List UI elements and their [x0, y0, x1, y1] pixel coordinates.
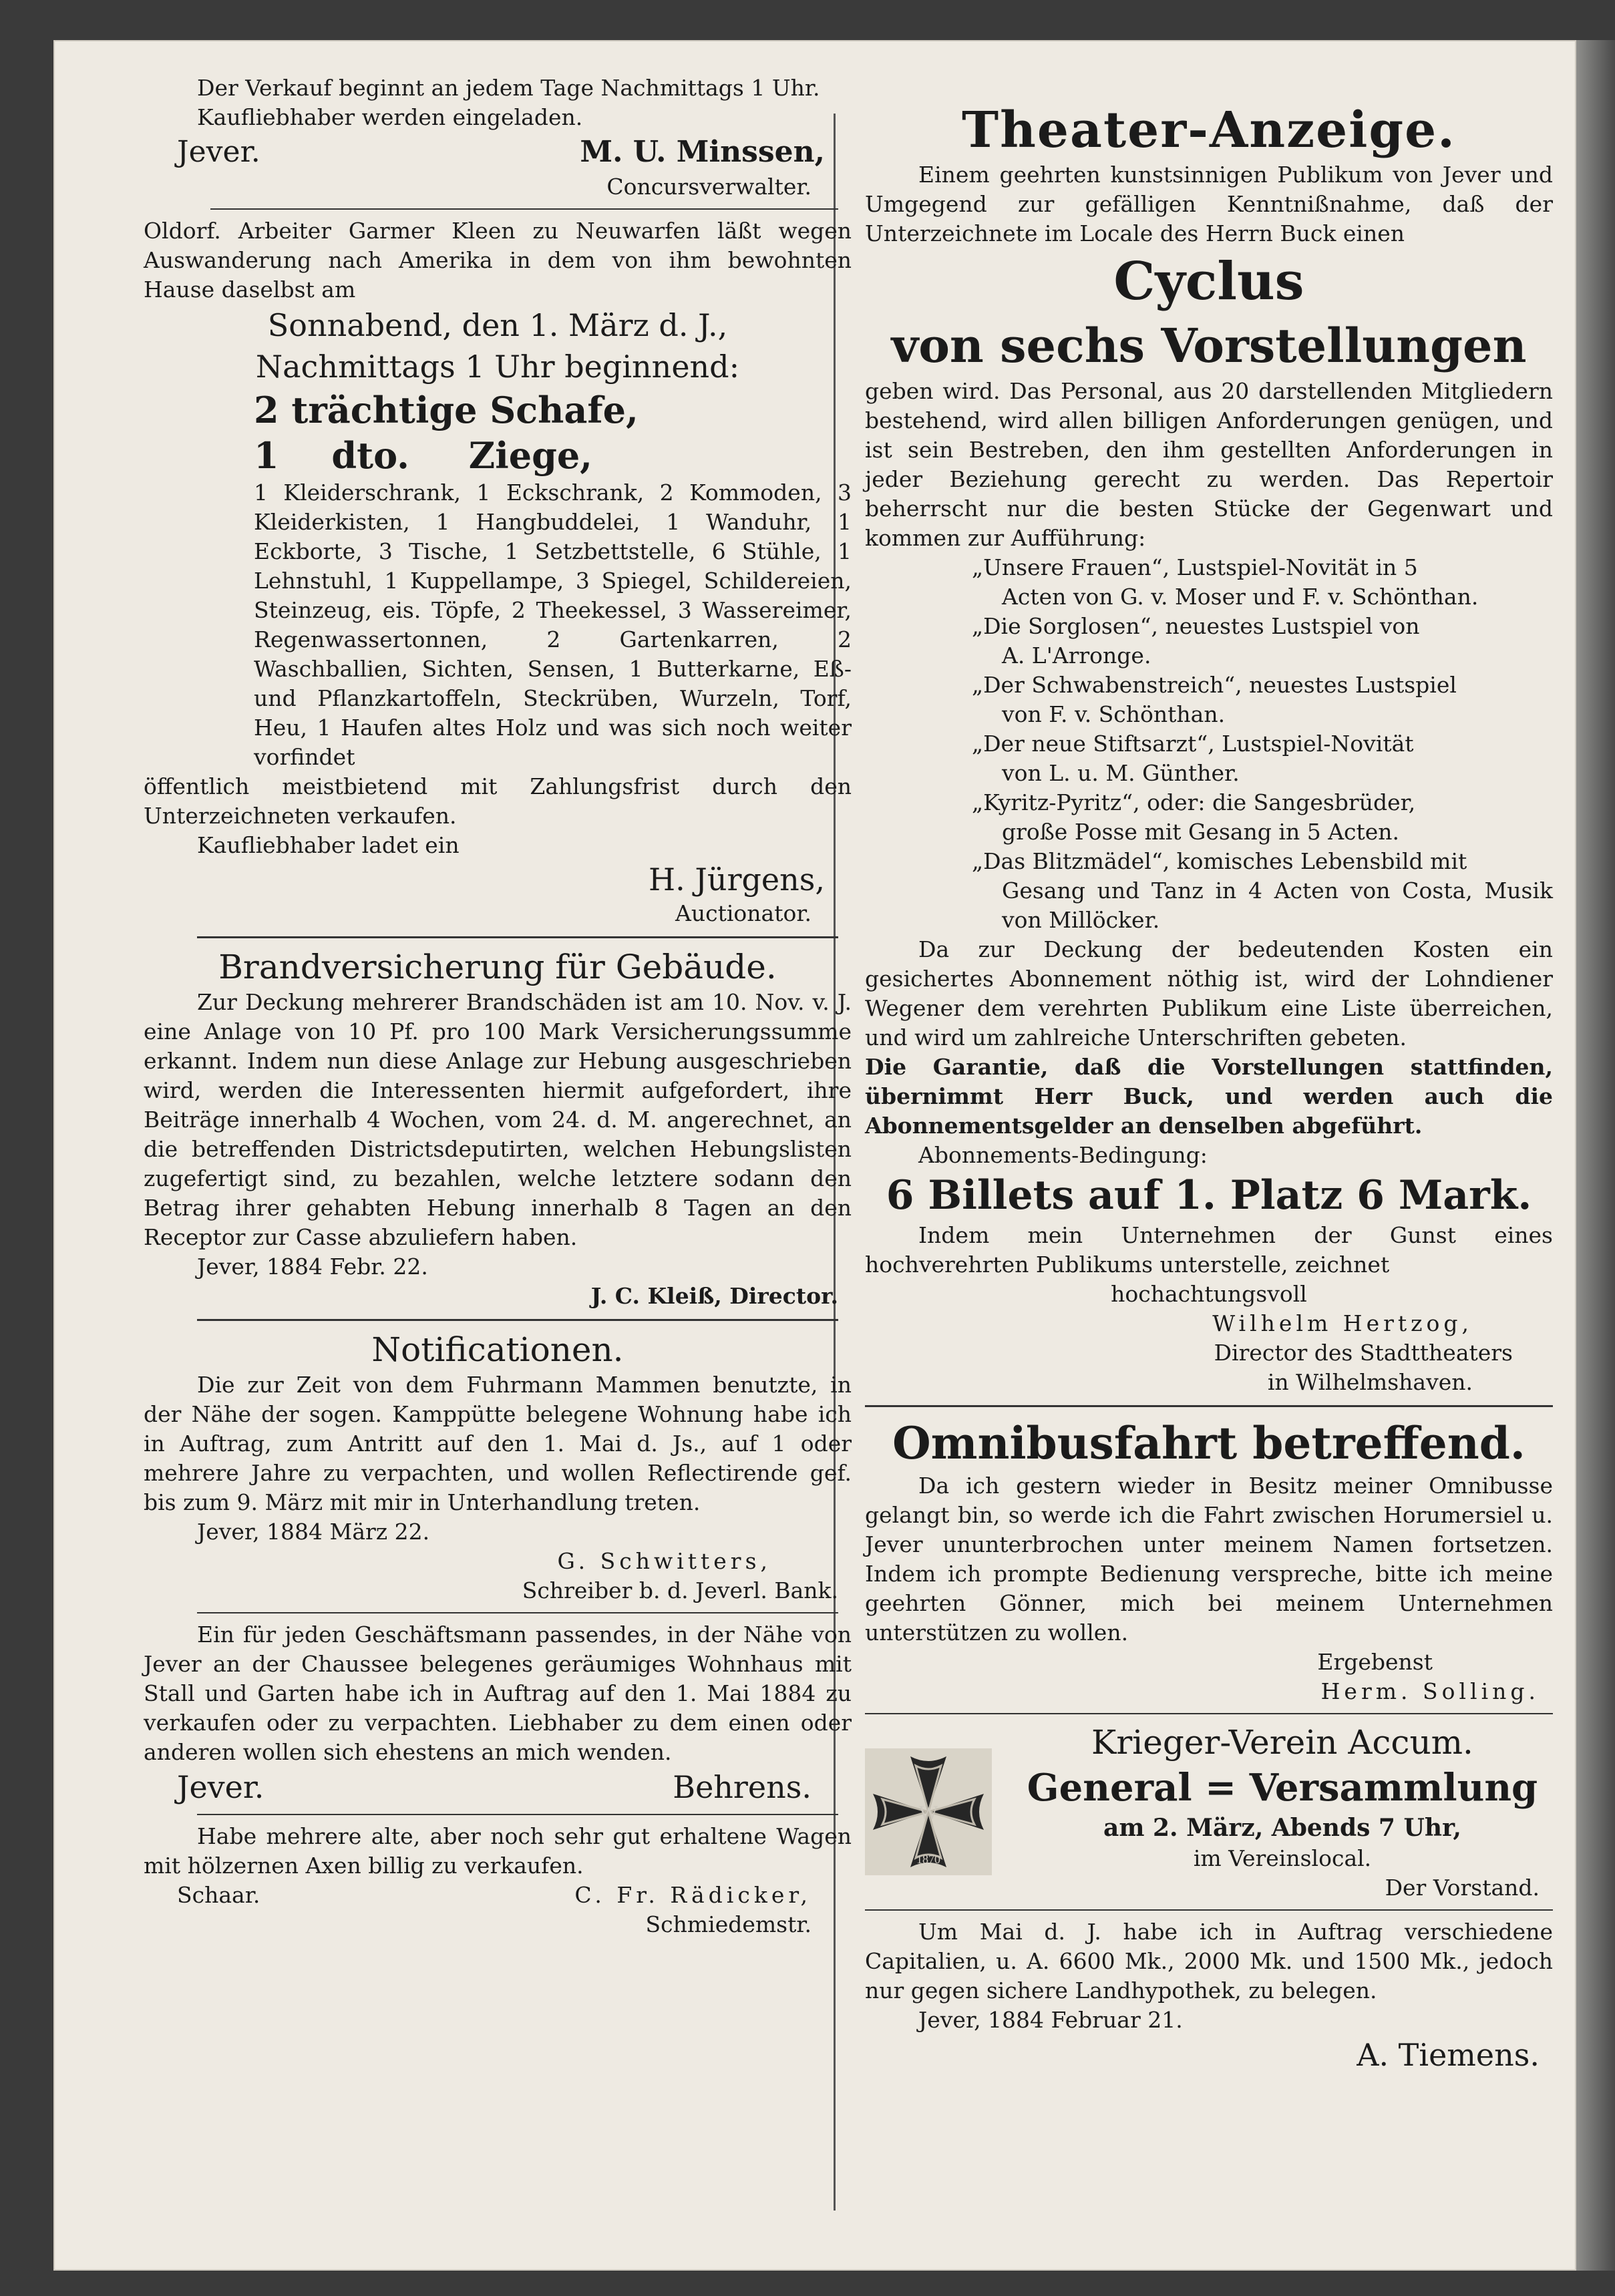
wagon-sale-place: Schaar.: [177, 1882, 260, 1908]
sale-invite: Kaufliebhaber werden eingeladen.: [197, 104, 583, 130]
divider: [865, 1713, 1553, 1714]
divider: [197, 1814, 838, 1815]
iron-cross-icon: [865, 1748, 992, 1875]
fire-insurance-signer: J. C. Kleiß, Director.: [590, 1283, 838, 1309]
play-list: [865, 553, 1553, 935]
play-detail: Acten von G. v. Moser und F. v. Schönthan.: [1002, 584, 1479, 610]
fire-insurance-body: Zur Deckung mehrerer Brandschäden ist am 10. Nov. v. J. eine Anlage von 10 Pf. pro 100 Mark Versicherungssumme erkannt. Indem nun diese Anlage zur Hebung ausgeschrieben wird, werden die Interessenten hiermit aufgefordert, ihre Beiträge innerhalb 4 Wochen, vom 24. d. M. angerechnet, an die betreffenden Districtsdeputirten, welchen Hebungslisten zugefertigt sind, zu bezahlen, welche letztere sodann den Betrag ihrer gehabten Hebung innerhalb 8 Tagen an den Receptor zur Casse abzuliefern haben.: [144, 989, 852, 1250]
goat-label: Ziege,: [468, 434, 592, 477]
theater-signer: Wilhelm Hertzog,: [1212, 1310, 1473, 1336]
signer-name: M. U. Minssen,: [580, 135, 825, 169]
auction-item-goat: [144, 433, 852, 478]
theater-notice: [865, 100, 1553, 1397]
theater-deckung: Da zur Deckung der bedeutenden Kosten ein gesichertes Abonnement nöthig ist, wird der Lohndiener Wegener dem verehrten Publikum eine Liste überreichen, und wird um zahlreiche Unterschriften gebeten.: [865, 936, 1553, 1050]
right-column: [865, 100, 1553, 2075]
place-name: Jever.: [177, 135, 260, 169]
play-5: [865, 788, 1553, 847]
notifications-dateline: Jever, 1884 März 22.: [197, 1519, 430, 1545]
notifications-signer: G. Schwitters,: [557, 1548, 771, 1574]
theater-role-2: in Wilhelmshaven.: [1267, 1369, 1473, 1395]
veterans-text: [1012, 1721, 1553, 1903]
auction-outro: öffentlich meistbietend mit Zahlungsfrist durch den Unterzeichneten verkaufen.: [144, 773, 852, 829]
goat-ditto: dto.: [331, 434, 409, 477]
theater-six-performances: von sechs Vorstellungen: [891, 318, 1527, 373]
auctioneer-role: Auctionator.: [675, 900, 812, 926]
theater-title: Theater-Anzeige.: [962, 102, 1456, 159]
play-4: [865, 729, 1553, 788]
theater-greeting: hochachtungsvoll: [1111, 1281, 1307, 1307]
house-sale-place: Jever.: [177, 1769, 264, 1805]
omnibus-body: Da ich gestern wieder in Besitz meiner Omnibusse gelangt bin, so werde ich die Fahrt zwischen Horumersiel u. Jever ununterbrochen unter meinem Namen fortsetzen. Indem ich prompte Bedienung verspreche, bitte ich meine geehrten Gönner, mich bei meinem Unternehmen unterstützen zu wollen.: [865, 1473, 1553, 1646]
play-detail: von F. v. Schönthan.: [1002, 701, 1226, 727]
capital-dateline: Jever, 1884 Februar 21.: [918, 2007, 1183, 2033]
theater-intro: Einem geehrten kunstsinnigen Publikum von Jever und Umgegend zur gefälligen Kenntnißnahme, daß der Unterzeichnete im Locale des Herrn Buck einen: [865, 162, 1553, 246]
page-edge: [1576, 40, 1615, 2271]
auction-time: Nachmittags 1 Uhr beginnend:: [255, 349, 740, 385]
play-detail: Gesang und Tanz in 4 Acten von Costa, Musik von Millöcker.: [1002, 878, 1553, 933]
wagon-sale-signer: C. Fr. Rädicker,: [574, 1882, 812, 1908]
veterans-title: Krieger-Verein Accum.: [1091, 1723, 1473, 1762]
oldorf-auction-notice: [144, 216, 852, 928]
theater-abo-terms: 6 Billets auf 1. Platz 6 Mark.: [886, 1172, 1532, 1219]
omnibus-title: Omnibusfahrt betreffend.: [892, 1417, 1526, 1469]
theater-guarantee: Die Garantie, daß die Vorstellungen stattfinden, übernimmt Herr Buck, und werden auch die Abonnementsgelder an denselben abgeführt.: [865, 1054, 1553, 1139]
theater-body: geben wird. Das Personal, aus 20 darstellenden Mitgliedern bestehend, wird allen billigen Anforderungen genügen, und ist sein Bestreben, den ihm gestellten Anforderungen in jeder Beziehung gerecht zu werden. Das Repertoir beherrscht nur die besten Stücke der Gegenwart und kommen zur Aufführung:: [865, 378, 1553, 551]
play-title: „Das Blitzmädel“, komisches Lebensbild mit: [972, 848, 1467, 874]
notifications-notice: [144, 1329, 852, 1605]
play-title: „Der neue Stiftsarzt“, Lustspiel-Novität: [972, 731, 1414, 757]
emblem-year: 1870: [916, 1853, 940, 1866]
goat-count: 1: [254, 434, 279, 477]
auction-item-sheep: 2 trächtige Schafe,: [254, 389, 639, 431]
play-title: „Kyritz-Pyritz“, oder: die Sangesbrüder,: [972, 789, 1416, 815]
veterans-assembly: General = Versammlung: [1027, 1766, 1538, 1810]
house-sale-notice: [144, 1620, 852, 1807]
wagon-sale-role: Schmiedemstr.: [645, 1911, 812, 1937]
veterans-where: im Vereinslocal.: [1193, 1845, 1372, 1871]
play-3: [865, 671, 1553, 729]
capital-notice: [865, 1917, 1553, 2075]
left-column: [144, 73, 852, 1939]
wagon-sale-body: Habe mehrere alte, aber noch sehr gut erhaltene Wagen mit hölzernen Axen billig zu verkaufen.: [144, 1823, 852, 1879]
divider: [865, 1405, 1553, 1407]
play-title: „Die Sorglosen“, neuestes Lustspiel von: [972, 613, 1420, 639]
auction-date: Sonnabend, den 1. März d. J.,: [267, 307, 728, 343]
play-2: [865, 612, 1553, 671]
theater-role-1: Director des Stadttheaters: [1214, 1340, 1513, 1366]
sale-text: Der Verkauf beginnt an jedem Tage Nachmittags 1 Uhr.: [197, 75, 820, 101]
play-1: [865, 553, 1553, 612]
notifications-title: Notificationen.: [371, 1330, 624, 1369]
house-sale-signer: Behrens.: [673, 1769, 812, 1805]
notifications-role: Schreiber b. d. Jeverl. Bank.: [522, 1577, 838, 1603]
veterans-when: am 2. März, Abends 7 Uhr,: [1103, 1814, 1461, 1842]
fire-insurance-dateline: Jever, 1884 Febr. 22.: [197, 1254, 428, 1280]
play-6: [865, 847, 1553, 935]
omnibus-notice: [865, 1415, 1553, 1706]
divider: [210, 208, 838, 210]
divider: [197, 1319, 838, 1321]
signer-role: Concursverwalter.: [606, 174, 812, 200]
omnibus-greeting: Ergebenst: [1317, 1649, 1433, 1675]
fire-insurance-title: Brandversicherung für Gebäude.: [218, 948, 777, 986]
capital-body: Um Mai d. J. habe ich in Auftrag verschiedene Capitalien, u. A. 6600 Mk., 2000 Mk. und 1500 Mk., jedoch nur gegen sichere Landhypothek, zu belegen.: [865, 1919, 1553, 2003]
play-detail: A. L'Arronge.: [1002, 642, 1151, 668]
capital-signer: A. Tiemens.: [1357, 2037, 1540, 2073]
notifications-body: Die zur Zeit von dem Fuhrmann Mammen benutzte, in der Nähe der sogen. Kamppütte belegene Wohnung habe ich in Auftrag, zum Antritt auf den 1. Mai d. Js., auf 1 oder mehrere Jahre zu verpachten, und wollen Reflectirende gef. bis zum 9. März mit mir in Unterhandlung treten.: [144, 1372, 852, 1515]
auction-item-list: 1 Kleiderschrank, 1 Eckschrank, 2 Kommoden, 3 Kleiderkisten, 1 Hangbuddelei, 1 Wanduhr, 1 Eckborte, 3 Tische, 1 Setzbettstelle, 6 Stühle, 1 Lehnstuhl, 1 Kuppellampe, 3 Spiegel, Schildereien, Steinzeug, eis. Töpfe, 2 Theekessel, 3 Wassereimer, Regenwassertonnen, 2 Gartenkarren, 2 Waschballien, Sichten, Sensen, 1 Butterkarne, Eß- und Pflanzkartoffeln, Steckrüben, Wurzeln, Torf, Heu, 1 Haufen altes Holz und was sich noch weiter vorfindet: [254, 480, 852, 770]
omnibus-signer: Herm. Solling.: [1320, 1678, 1540, 1704]
auction-invite: Kaufliebhaber ladet ein: [197, 832, 460, 858]
emblem-letter: W: [918, 1802, 938, 1824]
play-title: „Unsere Frauen“, Lustspiel-Novität in 5: [972, 554, 1418, 580]
theater-abo-label: Abonnements-Bedingung:: [918, 1142, 1208, 1168]
divider: [865, 1909, 1553, 1911]
veterans-signer: Der Vorstand.: [1385, 1875, 1540, 1901]
house-sale-body: Ein für jeden Geschäftsmann passendes, in der Nähe von Jever an der Chaussee belegenes geräumiges Wohnhaus mit Stall und Garten habe ich in Auftrag auf den 1. Mai 1884 zu verkaufen oder zu verpachten. Liebhaber zu dem einen oder anderen wollen sich ehestens an mich wenden.: [144, 1621, 852, 1765]
fire-insurance-notice: [144, 946, 852, 1311]
auction-intro: Oldorf. Arbeiter Garmer Kleen zu Neuwarfen läßt wegen Auswanderung nach Amerika in dem von ihm bewohnten Hause daselbst am: [144, 218, 852, 303]
theater-closing: Indem mein Unternehmen der Gunst eines hochverehrten Publikums unterstelle, zeichnet: [865, 1222, 1553, 1278]
theater-cyclus: Cyclus: [1113, 251, 1304, 312]
play-detail: von L. u. M. Günther.: [1002, 760, 1240, 786]
auctioneer-name: H. Jürgens,: [649, 862, 825, 898]
play-detail: große Posse mit Gesang in 5 Acten.: [1002, 819, 1400, 845]
divider: [197, 936, 838, 938]
play-title: „Der Schwabenstreich“, neuestes Lustspiel: [972, 672, 1457, 698]
divider: [197, 1612, 838, 1613]
veterans-association-notice: [865, 1721, 1553, 1903]
concurs-sale-notice: [144, 73, 852, 202]
wagon-sale-notice: [144, 1822, 852, 1939]
